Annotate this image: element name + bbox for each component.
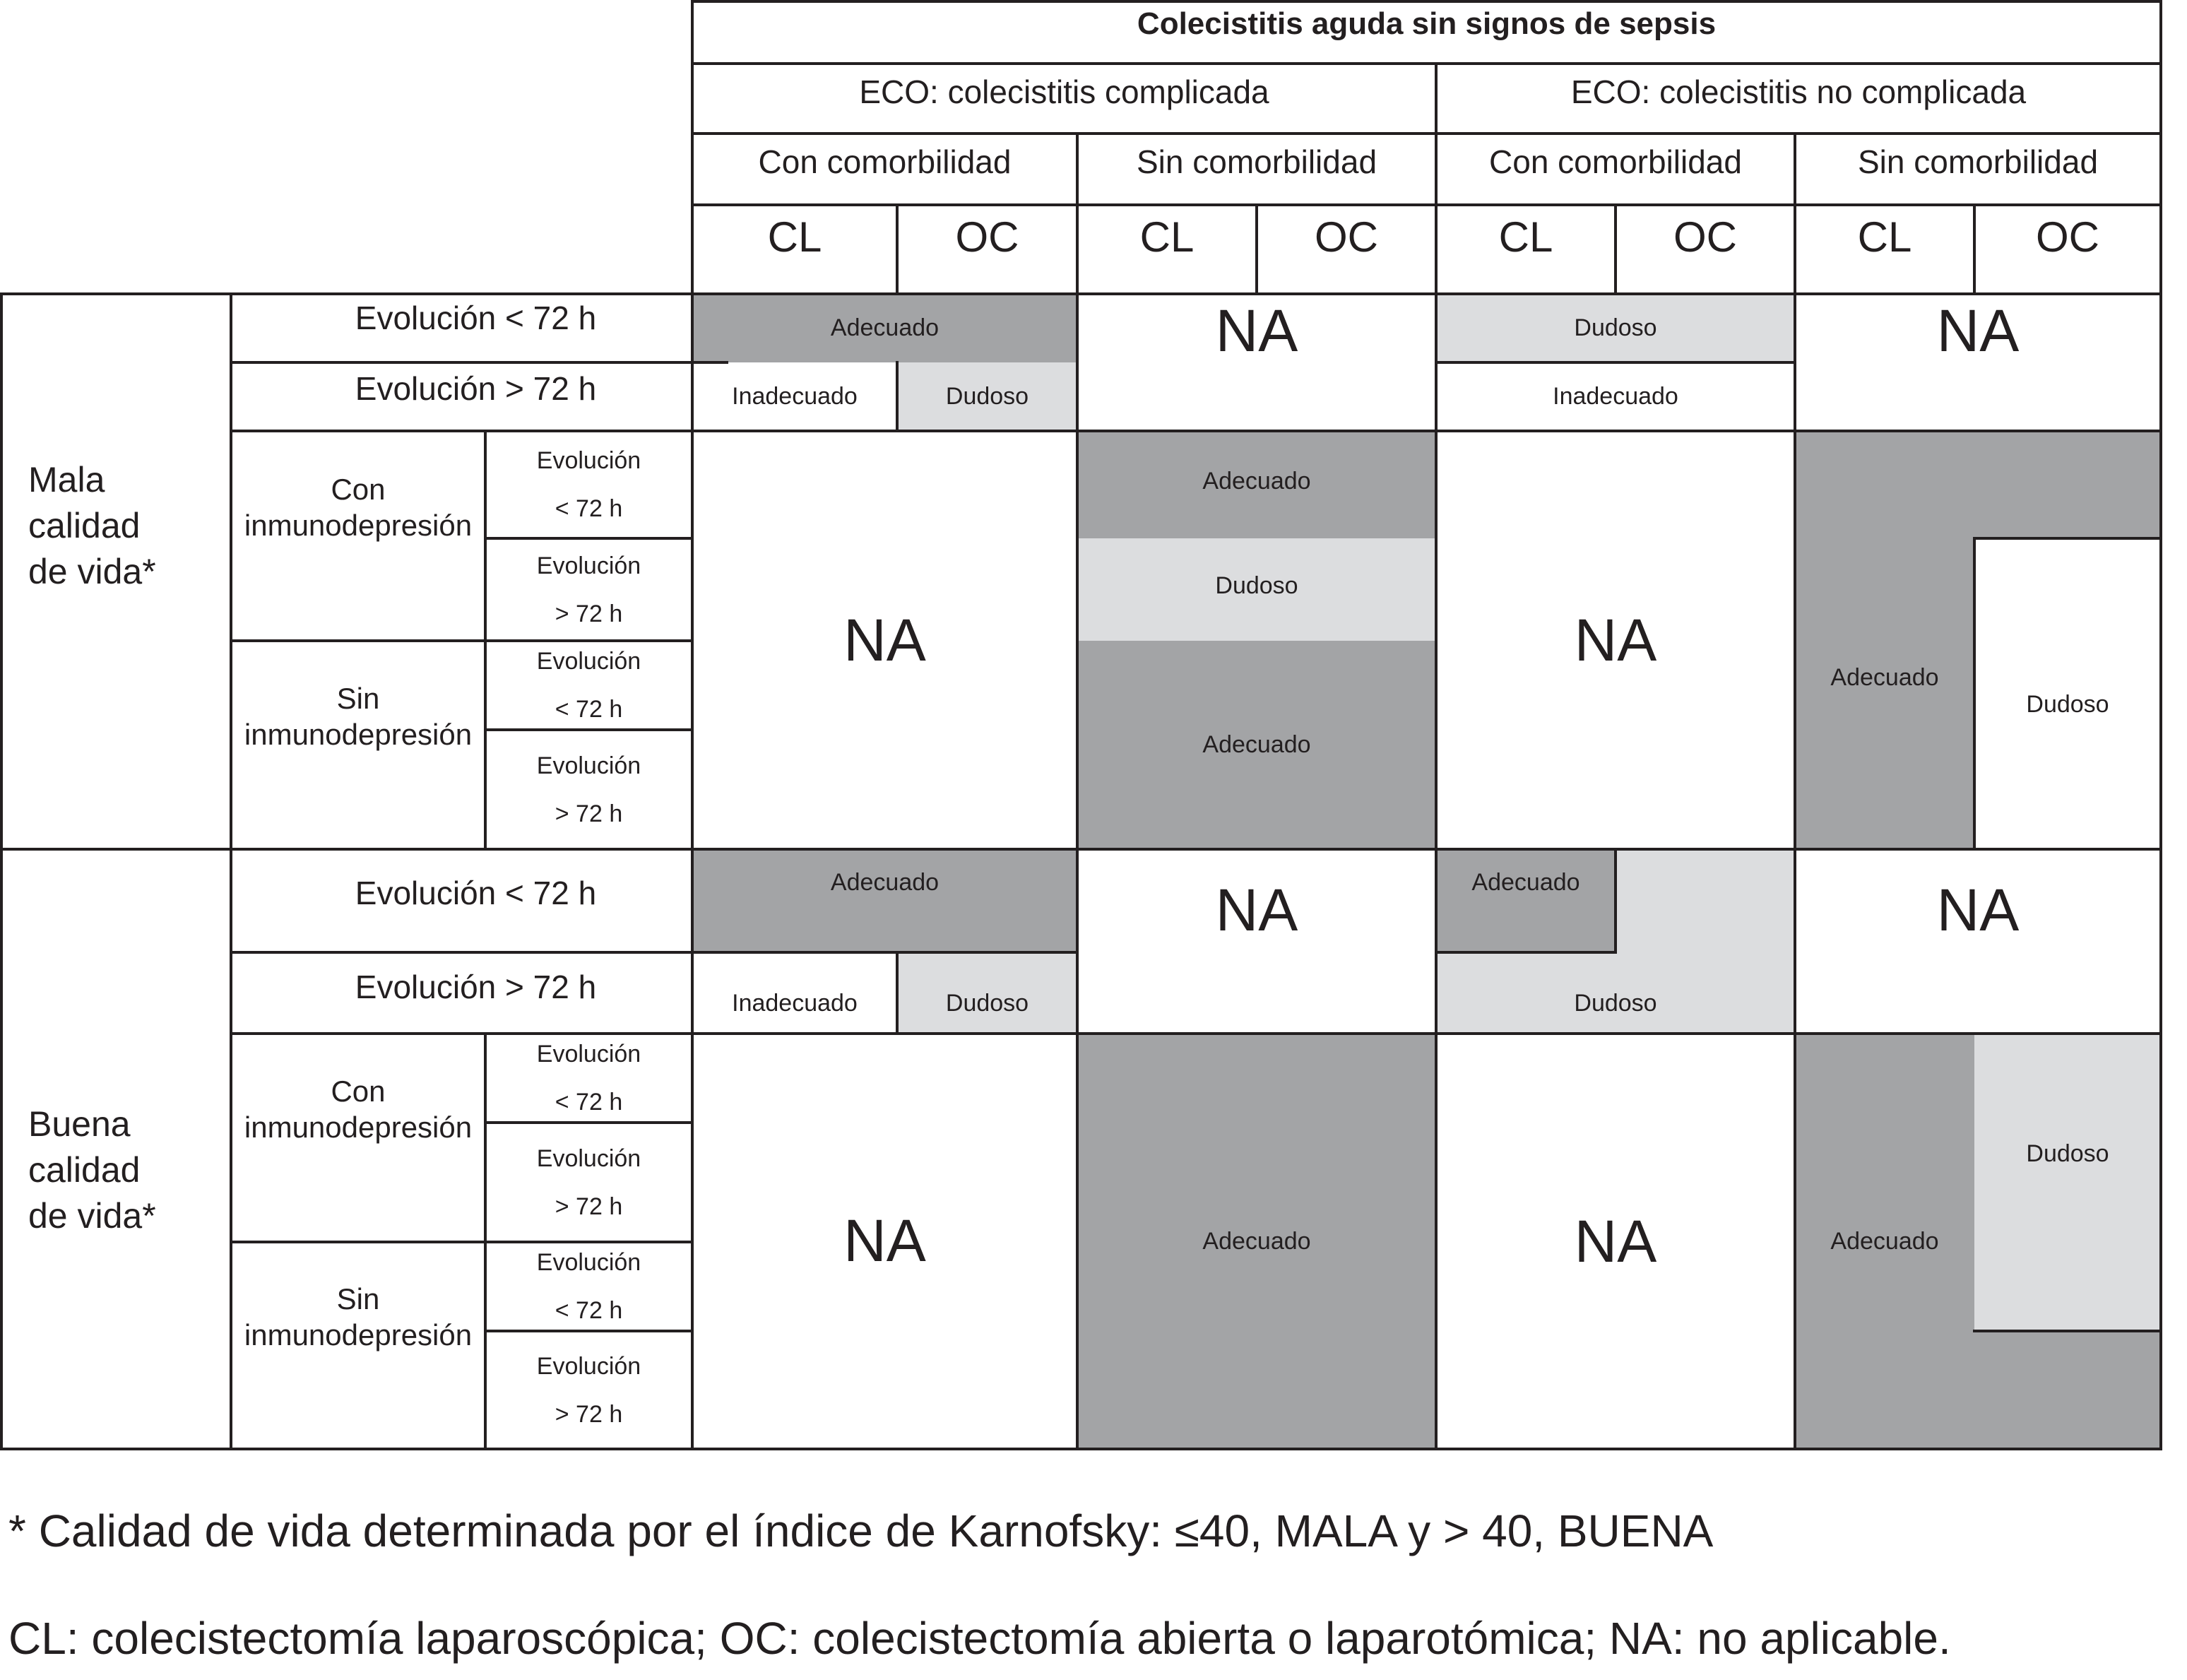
grid-line (2159, 292, 2162, 1450)
row-mala-con-inmuno-lt72: Evolución < 72 h (536, 447, 641, 522)
grid-line (230, 951, 1077, 954)
footnote-abbreviations: CL: colecistectomía laparoscópica; OC: colecistectomía abierta o laparotómica; NA: no aplicable. (8, 1613, 1951, 1664)
header-oc-2: OC (1315, 213, 1378, 261)
grid-line (230, 1032, 2162, 1035)
grid-line (0, 292, 3, 1450)
grid-line (230, 292, 232, 1450)
cell-buena-inmuno-nocomp-sin-oc-dudoso: Dudoso (1974, 1034, 2161, 1331)
row-mala-evol-gt72: Evolución > 72 h (355, 370, 597, 408)
grid-line (1435, 292, 1438, 1450)
grid-line (1435, 62, 1438, 295)
grid-line (691, 132, 2162, 135)
grid-line (2159, 0, 2162, 295)
cell-mala-evol-comp-sin: NA (1077, 294, 1436, 431)
cell-buena-lt72-nocomp-con-cl: Adecuado (1436, 849, 1616, 952)
footnote-karnofsky: * Calidad de vida determinada por el índice de Karnofsky: ≤40, MALA y > 40, BUENA (8, 1506, 1714, 1556)
grid-line (691, 0, 694, 295)
header-cl-3: CL (1498, 213, 1553, 261)
grid-line (1076, 292, 1079, 1450)
row-mala-evol-lt72: Evolución < 72 h (355, 300, 597, 337)
grid-line (0, 848, 2162, 851)
grid-line (230, 430, 2162, 432)
header-oc-1: OC (955, 213, 1019, 261)
grid-line (1973, 1330, 2162, 1332)
grid-line (484, 728, 692, 731)
grid-line (0, 292, 2162, 295)
cell-mala-lt72-comp-con: Adecuado (692, 294, 1077, 362)
row-mala-sin-inmuno-lt72: Evolución < 72 h (536, 648, 641, 723)
cell-mala-inmuno-nocomp-sin-oc: Dudoso (1974, 538, 2161, 849)
header-cl-2: CL (1139, 213, 1195, 261)
cell-buena-inmuno-nocomp-sin-cl: Adecuado (1795, 1034, 1974, 1449)
grid-line (1794, 132, 1796, 295)
cell-mala-sin-inmuno-comp-sin: Adecuado (1077, 641, 1436, 849)
header-eco-complicada: ECO: colecistitis complicada (859, 73, 1269, 111)
grid-line (1973, 203, 1976, 295)
grid-line (1973, 537, 2162, 540)
cell-mala-inmuno-nocomp-con: NA (1436, 431, 1795, 849)
row-buena-calidad: Buena calidad de vida* (28, 1104, 156, 1236)
grid-line (691, 0, 2162, 3)
cell-mala-inmuno-comp-con: NA (692, 431, 1077, 849)
grid-line (484, 1121, 692, 1124)
cell-buena-inmuno-nocomp-con: NA (1436, 1034, 1795, 1449)
grid-line (1435, 361, 1795, 364)
cell-mala-gt72-comp-con-cl: Inadecuado (692, 362, 897, 431)
grid-line (1973, 537, 1976, 849)
row-mala-calidad: Mala calidad de vida* (28, 459, 156, 591)
grid-line (1435, 951, 1617, 954)
grid-line (691, 62, 2162, 65)
cell-buena-inmuno-comp-sin: Adecuado (1077, 1034, 1436, 1449)
cell-mala-inmuno-nocomp-sin-cl: Adecuado (1795, 538, 1974, 849)
grid-line (230, 639, 692, 642)
row-buena-evol-gt72: Evolución > 72 h (355, 969, 597, 1006)
header-oc-3: OC (1673, 213, 1737, 261)
grid-line (1794, 292, 1796, 1450)
cell-buena-inmuno-comp-con: NA (692, 1034, 1077, 1449)
cell-mala-con-inmuno-lt72-nocomp-sin (1795, 431, 2161, 538)
row-buena-con-inmuno-gt72: Evolución > 72 h (536, 1144, 641, 1220)
header-eco-no-complicada: ECO: colecistitis no complicada (1570, 73, 2027, 111)
grid-line (691, 203, 2162, 206)
grid-line (230, 1241, 692, 1243)
grid-line (230, 361, 728, 364)
row-buena-con-inmuno-lt72: Evolución < 72 h (536, 1041, 641, 1116)
row-buena-con-inmuno: Con inmunodepresión (244, 1075, 473, 1144)
header-sin-comorbilidad-2: Sin comorbilidad (1857, 143, 2099, 181)
grid-line (1255, 203, 1258, 295)
cell-mala-evol-nocomp-sin: NA (1795, 294, 2161, 431)
row-mala-con-inmuno: Con inmunodepresión (244, 473, 473, 542)
cell-buena-evol-comp-sin: NA (1077, 849, 1436, 1034)
grid-line (484, 1330, 692, 1332)
grid-line (896, 951, 899, 1034)
row-buena-sin-inmuno-lt72: Evolución < 72 h (536, 1249, 641, 1324)
cell-mala-lt72-nocomp-con: Dudoso (1436, 294, 1795, 362)
grid-line (1614, 848, 1617, 954)
grid-line (691, 292, 694, 1450)
table-title: Colecistitis aguda sin signos de sepsis (1137, 6, 1717, 41)
header-con-comorbilidad-2: Con comorbilidad (1489, 143, 1742, 181)
row-mala-con-inmuno-gt72: Evolución > 72 h (536, 552, 641, 627)
cell-buena-gt72-nocomp-con: Dudoso (1436, 952, 1795, 1034)
cell-mala-con-inmuno-lt72-comp-sin: Adecuado (1077, 431, 1436, 538)
cell-mala-gt72-nocomp-con: Inadecuado (1436, 362, 1795, 431)
header-oc-4: OC (2036, 213, 2099, 261)
cell-buena-evol-nocomp-con (1616, 849, 1795, 952)
grid-line (1076, 132, 1079, 295)
cell-buena-evol-nocomp-sin: NA (1795, 849, 2161, 1034)
header-cl-1: CL (767, 213, 822, 261)
row-mala-sin-inmuno-gt72: Evolución > 72 h (536, 752, 641, 827)
cell-buena-sin-inmuno-gt72-nocomp-sin-oc (1974, 1331, 2161, 1449)
cell-buena-gt72-comp-con-cl: Inadecuado (692, 952, 897, 1034)
row-buena-sin-inmuno-gt72: Evolución > 72 h (536, 1352, 641, 1428)
row-mala-sin-inmuno: Sin inmunodepresión (244, 682, 473, 751)
cell-mala-con-inmuno-gt72-comp-sin: Dudoso (1077, 538, 1436, 641)
cell-buena-gt72-comp-con-oc: Dudoso (897, 952, 1077, 1034)
grid-line (0, 1448, 2162, 1450)
header-con-comorbilidad-1: Con comorbilidad (758, 143, 1012, 181)
grid-line (1614, 203, 1617, 295)
row-buena-evol-lt72: Evolución < 72 h (355, 875, 597, 912)
cell-mala-gt72-comp-con-oc: Dudoso (897, 362, 1077, 431)
grid-line (896, 203, 899, 295)
header-sin-comorbilidad-1: Sin comorbilidad (1136, 143, 1377, 181)
header-cl-4: CL (1857, 213, 1912, 261)
grid-line (484, 537, 692, 540)
cell-buena-lt72-comp-con: Adecuado (692, 849, 1077, 952)
grid-line (896, 361, 899, 431)
row-buena-sin-inmuno: Sin inmunodepresión (244, 1282, 473, 1351)
